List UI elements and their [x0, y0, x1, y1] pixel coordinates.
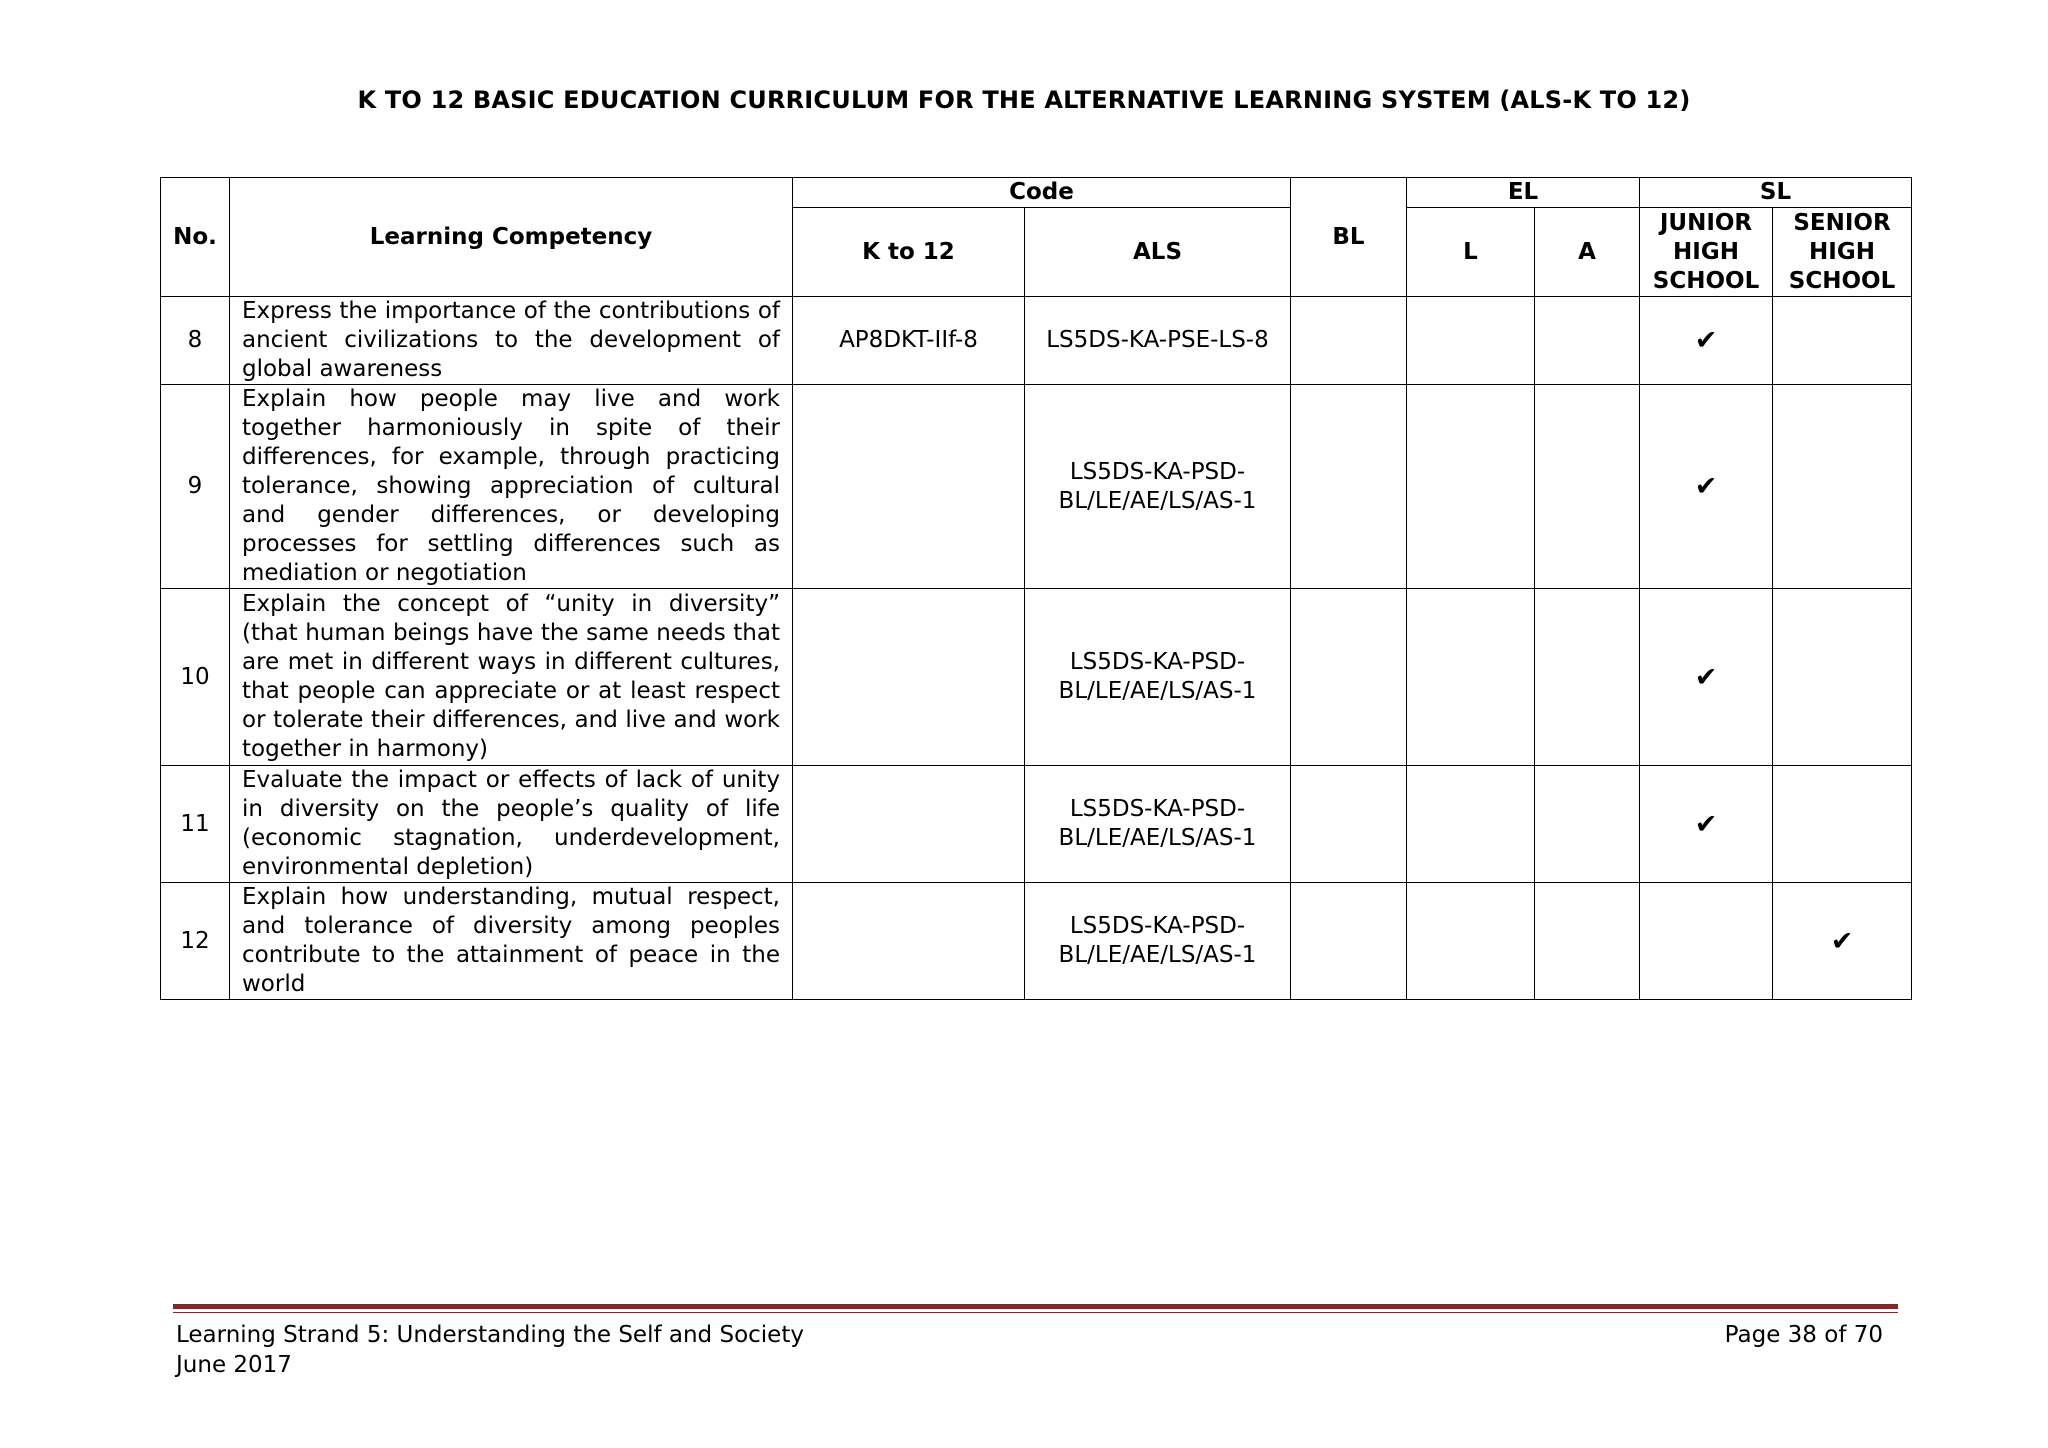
bl-cell	[1291, 297, 1407, 385]
junior-high-check: ✔	[1640, 766, 1773, 883]
row-number: 12	[161, 883, 230, 1000]
senior-high-check	[1773, 766, 1912, 883]
junior-high-check	[1640, 883, 1773, 1000]
el-a-cell	[1535, 385, 1640, 589]
senior-high-check	[1773, 589, 1912, 766]
bl-cell	[1291, 766, 1407, 883]
header-el: EL	[1407, 178, 1640, 208]
junior-high-check: ✔	[1640, 385, 1773, 589]
footer-date: June 2017	[176, 1352, 292, 1378]
k12-code	[793, 589, 1025, 766]
senior-high-check: ✔	[1773, 883, 1912, 1000]
junior-high-check: ✔	[1640, 297, 1773, 385]
als-code: LS5DS-KA-PSD-BL/LE/AE/LS/AS-1	[1025, 883, 1291, 1000]
bl-cell	[1291, 385, 1407, 589]
row-number: 9	[161, 385, 230, 589]
k12-code	[793, 766, 1025, 883]
el-a-cell	[1535, 297, 1640, 385]
header-el-a: A	[1535, 208, 1640, 297]
learning-competency: Express the importance of the contributions of ancient civilizations to the development of global awareness	[230, 297, 793, 385]
row-number: 8	[161, 297, 230, 385]
document-title: K TO 12 BASIC EDUCATION CURRICULUM FOR THE ALTERNATIVE LEARNING SYSTEM (ALS-K TO 12)	[357, 86, 1691, 114]
el-l-cell	[1407, 883, 1535, 1000]
header-junior-high-school: JUNIOR HIGH SCHOOL	[1640, 208, 1773, 297]
footer-page-number: Page 38 of 70	[1724, 1322, 1883, 1348]
bl-cell	[1291, 589, 1407, 766]
el-a-cell	[1535, 883, 1640, 1000]
footer-left	[176, 1320, 804, 1380]
table-row	[161, 385, 1912, 589]
el-l-cell	[1407, 766, 1535, 883]
table-row	[161, 766, 1912, 883]
footer-divider	[173, 1304, 1898, 1309]
table-row	[161, 589, 1912, 766]
header-no: No.	[161, 178, 230, 297]
footer-divider-thin	[173, 1312, 1898, 1313]
als-code: LS5DS-KA-PSE-LS-8	[1025, 297, 1291, 385]
als-code: LS5DS-KA-PSD-BL/LE/AE/LS/AS-1	[1025, 385, 1291, 589]
el-a-cell	[1535, 589, 1640, 766]
header-sl: SL	[1640, 178, 1912, 208]
el-a-cell	[1535, 766, 1640, 883]
footer-strand: Learning Strand 5: Understanding the Self and Society	[176, 1322, 804, 1348]
header-bl: BL	[1291, 178, 1407, 297]
el-l-cell	[1407, 589, 1535, 766]
el-l-cell	[1407, 385, 1535, 589]
k12-code	[793, 385, 1025, 589]
header-k-to-12: K to 12	[793, 208, 1025, 297]
table-row	[161, 297, 1912, 385]
learning-competency: Explain how people may live and work together harmoniously in spite of their differences, for example, through practicing tolerance, showing appreciation of cultural and gender differences, or developing processes for settling differences such as mediation or negotiation	[230, 385, 793, 589]
bl-cell	[1291, 883, 1407, 1000]
als-code: LS5DS-KA-PSD-BL/LE/AE/LS/AS-1	[1025, 589, 1291, 766]
header-als: ALS	[1025, 208, 1291, 297]
header-code: Code	[793, 178, 1291, 208]
el-l-cell	[1407, 297, 1535, 385]
header-el-l: L	[1407, 208, 1535, 297]
k12-code	[793, 883, 1025, 1000]
row-number: 10	[161, 589, 230, 766]
learning-competency: Explain the concept of “unity in diversity” (that human beings have the same needs that are met in different ways in different cultures, that people can appreciate or at least respect or tolerate their differences, and live and work together in harmony)	[230, 589, 793, 766]
senior-high-check	[1773, 385, 1912, 589]
header-senior-high-school: SENIOR HIGH SCHOOL	[1773, 208, 1912, 297]
row-number: 11	[161, 766, 230, 883]
header-learning-competency: Learning Competency	[230, 178, 793, 297]
junior-high-check: ✔	[1640, 589, 1773, 766]
learning-competency: Evaluate the impact or effects of lack of unity in diversity on the people’s quality of life (economic stagnation, underdevelopment, environmental depletion)	[230, 766, 793, 883]
learning-competency: Explain how understanding, mutual respect, and tolerance of diversity among peoples contribute to the attainment of peace in the world	[230, 883, 793, 1000]
table-row	[161, 883, 1912, 1000]
competency-table	[160, 177, 1912, 1000]
als-code: LS5DS-KA-PSD-BL/LE/AE/LS/AS-1	[1025, 766, 1291, 883]
senior-high-check	[1773, 297, 1912, 385]
k12-code: AP8DKT-IIf-8	[793, 297, 1025, 385]
